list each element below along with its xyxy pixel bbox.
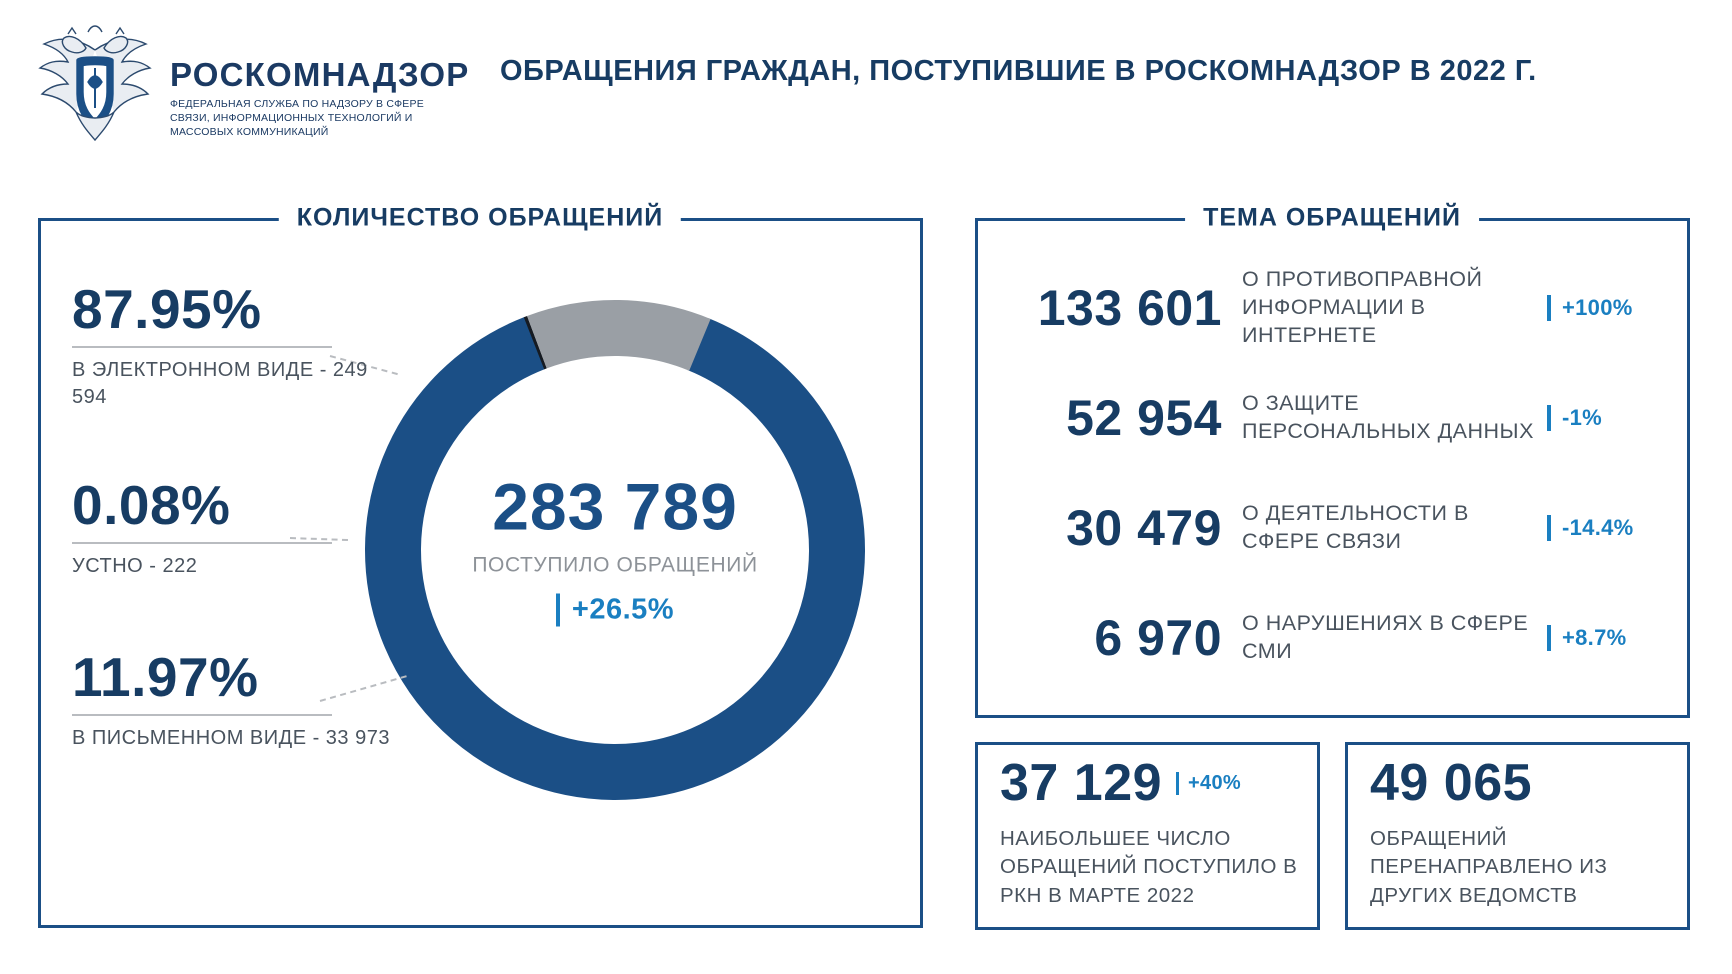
legend-percent: 0.08% bbox=[72, 474, 231, 536]
topic-row bbox=[1000, 592, 1672, 684]
brand-title: РОСКОМНАДЗОР bbox=[170, 56, 470, 93]
legend-item-written bbox=[72, 646, 402, 752]
stat-card-peak-month bbox=[1000, 754, 1300, 910]
donut-total-value: 283 789 bbox=[492, 469, 738, 544]
panel-quantity-title: КОЛИЧЕСТВО ОБРАЩЕНИЙ bbox=[279, 204, 681, 233]
topic-row bbox=[1000, 262, 1672, 354]
topic-description: О ЗАЩИТЕ ПЕРСОНАЛЬНЫХ ДАННЫХ bbox=[1242, 391, 1534, 443]
topic-number: 30 479 bbox=[1066, 500, 1222, 556]
panel-topics-title: ТЕМА ОБРАЩЕНИЙ bbox=[1185, 204, 1479, 233]
brand-subtitle: ФЕДЕРАЛЬНАЯ СЛУЖБА ПО НАДЗОРУ В СФЕРЕ СВЯЗИ, ИНФОРМАЦИОННЫХ ТЕХНОЛОГИЙ И МАССОВЫХ КОММУНИКАЦИЙ bbox=[170, 98, 424, 138]
stat-description: ОБРАЩЕНИЙ ПЕРЕНАПРАВЛЕНО ИЗ ДРУГИХ ВЕДОМСТВ bbox=[1370, 827, 1608, 907]
stat-head bbox=[1370, 754, 1670, 812]
topic-delta: +100% bbox=[1547, 295, 1672, 321]
legend-divider bbox=[72, 542, 332, 544]
donut-total-delta: +26.5% bbox=[556, 594, 674, 627]
topic-description: О ДЕЯТЕЛЬНОСТИ В СФЕРЕ СВЯЗИ bbox=[1242, 501, 1469, 553]
donut-chart bbox=[355, 290, 875, 810]
brand-text bbox=[170, 20, 470, 140]
topic-row bbox=[1000, 372, 1672, 464]
legend-divider bbox=[72, 714, 332, 716]
legend-percent: 11.97% bbox=[72, 646, 259, 708]
double-headed-eagle-emblem bbox=[30, 20, 160, 146]
legend-item-electronic bbox=[72, 278, 402, 411]
donut-total-label: ПОСТУПИЛО ОБРАЩЕНИЙ bbox=[472, 553, 758, 577]
legend-description: В ЭЛЕКТРОННОМ ВИДЕ - 249 594 bbox=[72, 359, 368, 408]
legend-description: УСТНО - 222 bbox=[72, 555, 198, 577]
legend-item-oral bbox=[72, 474, 402, 580]
page-title: ОБРАЩЕНИЯ ГРАЖДАН, ПОСТУПИВШИЕ В РОСКОМНАДЗОР В 2022 Г. bbox=[500, 55, 1537, 87]
stat-head bbox=[1000, 754, 1300, 812]
stat-description: НАИБОЛЬШЕЕ ЧИСЛО ОБРАЩЕНИЙ ПОСТУПИЛО В РКН В МАРТЕ 2022 bbox=[1000, 827, 1298, 907]
donut-center bbox=[445, 469, 785, 627]
stat-number: 49 065 bbox=[1370, 754, 1533, 812]
legend-divider bbox=[72, 346, 332, 348]
topic-delta: +8.7% bbox=[1547, 625, 1672, 651]
topic-number: 52 954 bbox=[1066, 390, 1222, 446]
topic-description: О НАРУШЕНИЯХ В СФЕРЕ СМИ bbox=[1242, 611, 1529, 663]
header bbox=[0, 0, 1732, 160]
legend-percent: 87.95% bbox=[72, 278, 262, 340]
topic-number: 6 970 bbox=[1094, 610, 1222, 666]
topic-description: О ПРОТИВОПРАВНОЙ ИНФОРМАЦИИ В ИНТЕРНЕТЕ bbox=[1242, 267, 1483, 347]
topic-delta: -14.4% bbox=[1547, 515, 1672, 541]
topic-number: 133 601 bbox=[1037, 280, 1222, 336]
topic-row bbox=[1000, 482, 1672, 574]
legend-description: В ПИСЬМЕННОМ ВИДЕ - 33 973 bbox=[72, 727, 390, 749]
topic-delta: -1% bbox=[1547, 405, 1672, 431]
stat-number: 37 129 bbox=[1000, 754, 1163, 812]
brand-logo bbox=[30, 20, 470, 146]
stat-card-redirected bbox=[1370, 754, 1670, 910]
stat-delta: +40% bbox=[1176, 772, 1241, 795]
